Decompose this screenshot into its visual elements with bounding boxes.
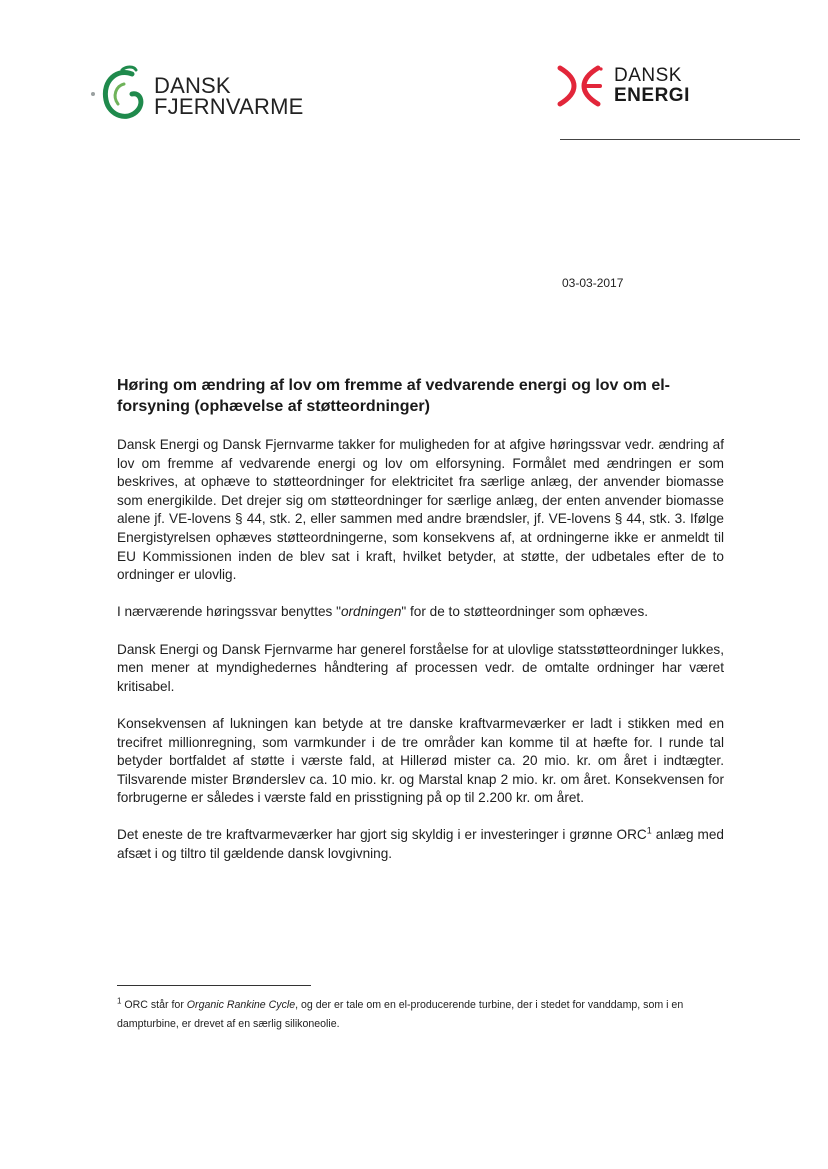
logo-left-line2: FJERNVARME — [154, 94, 304, 119]
logo-right-line2: ENERGI — [614, 85, 690, 106]
footnote-marker: 1 — [117, 996, 122, 1006]
paragraph-2-after: " for de to støtteordninger som ophæves. — [401, 604, 649, 620]
dansk-energi-logo — [556, 62, 736, 112]
document-date: 03-03-2017 — [562, 276, 624, 290]
paragraph-4: Konsekvensen af lukningen kan betyde at tre danske kraftvarmeværker er ladt i stikken med en trecifret millionregning, som varmkunder i de tre områder kan komme til at hæfte for. I runde tal betyder bortfaldet af støtte i værste fald, at Hillerød mister ca. 20 mio. kr. om året i indtægter. Tilsvarende mister Brønderslev ca. 10 mio. kr. og Marstal knap 2 mio. kr. om året. Konsekvensen for forbrugerne er således i værste fald en prisstigning på op til 2.200 kr. om året. — [117, 715, 724, 806]
footnote-after: , og der er tale om en el-producerende turbine, der i stedet for vanddamp, som i en dampturbine, er drevet af en særlig silikoneolie. — [117, 999, 684, 1030]
dansk-energi-mark-icon — [556, 64, 604, 108]
paragraph-1: Dansk Energi og Dansk Fjernvarme takker for muligheden for at afgive høringssvar vedr. ændring af lov om fremme af vedvarende energi og lov om elforsyning. Formålet med ændringen er som beskrives, at ophæve to støtteordninger for elektricitet fra særlige anlæg, der anvender biomasse som energikilde. Det drejer sig om støtteordninger for særlige anlæg, der enten anvender biomasse alene jf. VE-lovens § 44, stk. 2, eller sammen med andre brændsler, jf. VE-lovens § 44, stk. 3. Ifølge Energistyrelsen ophæves støtteordningerne, som konsekvens af, at ordningerne ikke er anmeldt til EU Kommissionen inden de blev sat i kraft, hvilket betyder, at støtte, der udbetales efter de to ordninger er ulovlig. — [117, 437, 724, 583]
dansk-fjernvarme-logo — [88, 64, 318, 134]
paragraph-5-after: anlæg med afsæt i og tiltro til gældende dansk lovgivning. — [117, 827, 724, 862]
paragraph-2-italic: ordningen — [340, 604, 402, 620]
paragraph-3: Dansk Energi og Dansk Fjernvarme har generel forståelse for at ulovlige statsstøtteordninger lukkes, men mener at myndighedernes håndtering af processen vedr. de omtalte ordninger har været kritisabel. — [117, 641, 724, 694]
footnote — [117, 996, 722, 1034]
dansk-energi-wordmark — [614, 66, 690, 106]
document-body — [117, 436, 724, 882]
footnote-reference[interactable]: 1 — [646, 825, 652, 836]
paragraph-5 — [117, 826, 724, 863]
logo-left-line1: DANSK — [154, 73, 231, 98]
paragraph-2 — [117, 603, 724, 622]
footnote-divider — [117, 985, 311, 986]
dansk-fjernvarme-swirl-icon — [88, 64, 150, 128]
header-divider — [560, 139, 800, 140]
paragraph-2-before: I nærværende høringssvar benyttes " — [117, 604, 341, 620]
footnote-italic: Organic Rankine Cycle — [186, 999, 296, 1011]
footnote-before: ORC står for — [121, 999, 187, 1011]
logo-right-line1: DANSK — [614, 65, 682, 86]
dansk-fjernvarme-wordmark — [154, 75, 304, 117]
document-title: Høring om ændring af lov om fremme af vedvarende energi og lov om el-forsyning (ophævelse af støtteordninger) — [117, 377, 670, 415]
paragraph-5-before: Det eneste de tre kraftvarmeværker har gjort sig skyldig i er investeringer i grønne ORC — [117, 827, 647, 843]
